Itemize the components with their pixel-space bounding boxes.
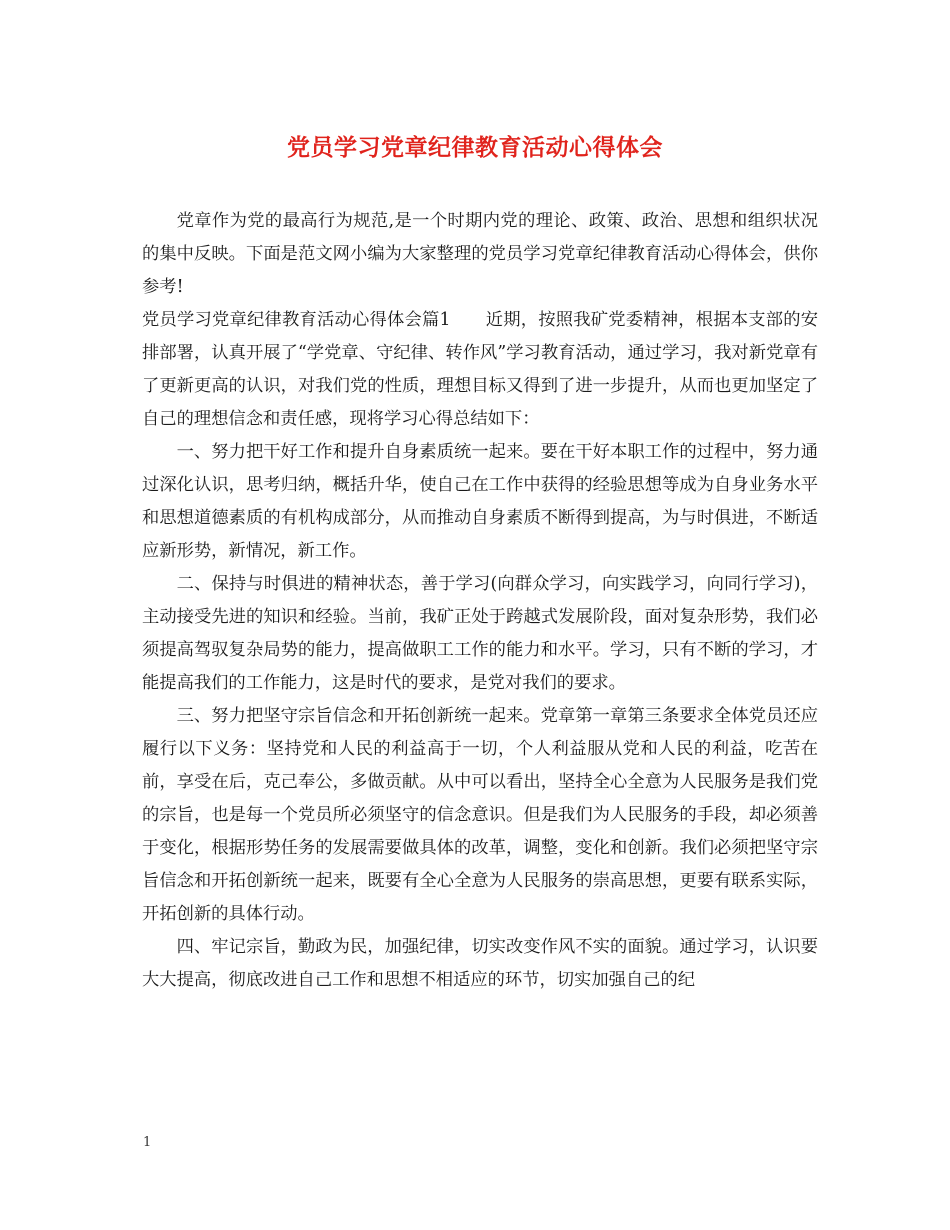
document-body [142,205,818,997]
intro-paragraph: 党章作为党的最高行为规范,是一个时期内党的理论、政策、政治、思想和组织状况的集中反映。下面是范文网小编为大家整理的党员学习党章纪律教育活动心得体会，供你参考! [142,211,818,297]
document-title: 党员学习党章纪律教育活动心得体会 [287,134,663,161]
paragraph-3: 三、努力把坚守宗旨信念和开拓创新统一起来。党章第一章第三条要求全体党员还应履行以下义务：坚持党和人民的利益高于一切，个人利益服从党和人民的利益，吃苦在前，享受在后，克己奉公，多做贡献。从中可以看出，坚持全心全意为人民服务是我们党的宗旨，也是每一个党员所必须坚守的信念意识。但是我们为人民服务的手段，却必须善于变化，根据形势任务的发展需要做具体的改革，调整，变化和创新。我们必须把坚守宗旨信念和开拓创新统一起来，既要有全心全意为人民服务的崇高思想，更要有联系实际，开拓创新的具体行动。 [142,706,818,924]
paragraph-2: 二、保持与时俱进的精神状态，善于学习(向群众学习，向实践学习，向同行学习)，主动接受先进的知识和经验。当前，我矿正处于跨越式发展阶段，面对复杂形势，我们必须提高驾驭复杂局势的能力，提高做职工工作的能力和水平。学习，只有不断的学习，才能提高我们的工作能力，这是时代的要求，是党对我们的要求。 [142,574,818,693]
first-paragraph: 党员学习党章纪律教育活动心得体会篇1 近期，按照我矿党委精神，根据本支部的安排部署，认真开展了“学党章、守纪律、转作风”学习教育活动，通过学习，我对新党章有了更新更高的认识，对我们党的性质，理想目标又得到了进一步提升，从而也更加坚定了自己的理想信念和责任感，现将学习心得总结如下： [142,310,818,429]
page-number: 1 [143,1135,152,1150]
paragraph-4: 四、牢记宗旨，勤政为民，加强纪律，切实改变作风不实的面貌。通过学习，认识要大大提高，彻底改进自己工作和思想不相适应的环节，切实加强自己的纪 [142,937,818,990]
paragraph-1: 一、努力把干好工作和提升自身素质统一起来。要在干好本职工作的过程中，努力通过深化认识，思考归纳，概括升华，使自己在工作中获得的经验思想等成为自身业务水平和思想道德素质的有机构成部分，从而推动自身素质不断得到提高，为与时俱进，不断适应新形势，新情况，新工作。 [142,442,818,561]
